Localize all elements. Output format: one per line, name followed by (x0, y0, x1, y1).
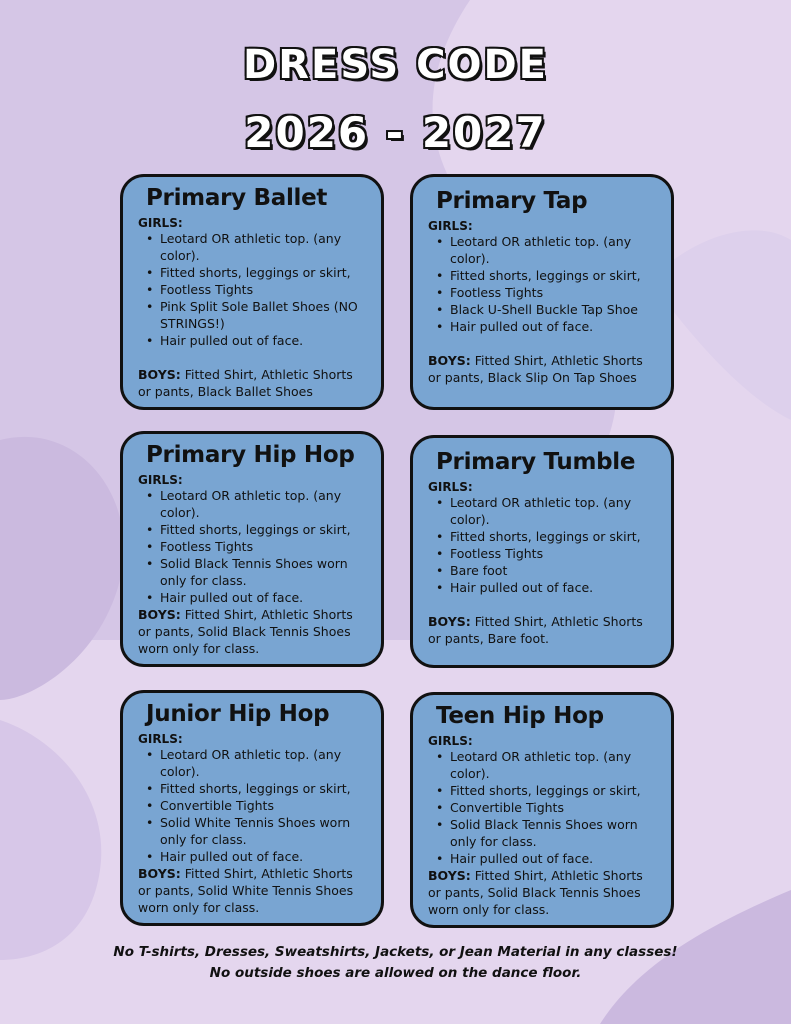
list-item: • Hair pulled out of face. (450, 579, 659, 596)
girls-label: GIRLS: (428, 480, 473, 494)
list-item: • Convertible Tights (160, 797, 369, 814)
boys-description: Fitted Shirt, Athletic Shorts or pants, Solid Black Tennis Shoes worn only for class. (138, 607, 353, 656)
list-item: • Footless Tights (450, 545, 659, 562)
girls-label: GIRLS: (428, 734, 473, 748)
girls-label: GIRLS: (138, 732, 183, 746)
list-item: • Footless Tights (160, 538, 369, 555)
boys-text (428, 613, 659, 647)
list-item: • Solid Black Tennis Shoes worn only for class. (450, 816, 659, 850)
boys-description: Fitted Shirt, Athletic Shorts or pants, Black Slip On Tap Shoes (428, 353, 643, 385)
list-item: • Leotard OR athletic top. (any color). (450, 233, 659, 267)
girls-list (138, 746, 369, 865)
list-item: • Hair pulled out of face. (160, 332, 369, 349)
boys-description: Fitted Shirt, Athletic Shorts or pants, Black Ballet Shoes (138, 367, 353, 399)
list-item: • Leotard OR athletic top. (any color). (450, 748, 659, 782)
girls-label: GIRLS: (428, 219, 473, 233)
list-item: • Hair pulled out of face. (160, 848, 369, 865)
list-item: • Bare foot (450, 562, 659, 579)
list-item: • Leotard OR athletic top. (any color). (160, 487, 369, 521)
card-primary-tumble (410, 435, 674, 668)
page-subtitle-year: 2026 - 2027 (244, 108, 547, 157)
card-title: Teen Hip Hop (436, 703, 604, 729)
card-title: Primary Tumble (436, 449, 636, 475)
card-teen-hip-hop (410, 692, 674, 928)
girls-label: GIRLS: (138, 473, 183, 487)
list-item: • Black U-Shell Buckle Tap Shoe (450, 301, 659, 318)
card-title: Junior Hip Hop (146, 701, 330, 727)
boys-description: Fitted Shirt, Athletic Shorts or pants, Bare foot. (428, 614, 643, 646)
girls-list (428, 748, 659, 867)
list-item: • Fitted shorts, leggings or skirt, (450, 782, 659, 799)
list-item: • Leotard OR athletic top. (any color). (160, 746, 369, 780)
boys-label: BOYS: (138, 607, 181, 622)
list-item: • Convertible Tights (450, 799, 659, 816)
list-item: • Solid Black Tennis Shoes worn only for class. (160, 555, 369, 589)
list-item: • Footless Tights (450, 284, 659, 301)
boys-text (428, 352, 659, 386)
list-item: • Hair pulled out of face. (450, 318, 659, 335)
girls-list (428, 494, 659, 596)
boys-label: BOYS: (138, 367, 181, 382)
card-primary-ballet (120, 174, 384, 410)
boys-description: Fitted Shirt, Athletic Shorts or pants, Solid Black Tennis Shoes worn only for class. (428, 868, 643, 917)
boys-text (138, 865, 369, 916)
list-item: • Fitted shorts, leggings or skirt, (450, 528, 659, 545)
list-item: • Hair pulled out of face. (160, 589, 369, 606)
page-title: DRESS CODE (243, 42, 548, 88)
card-primary-tap (410, 174, 674, 410)
footer-line-1: No T-shirts, Dresses, Sweatshirts, Jackets, or Jean Material in any classes! (113, 944, 678, 960)
card-junior-hip-hop (120, 690, 384, 926)
list-item: • Leotard OR athletic top. (any color). (160, 230, 369, 264)
girls-list (428, 233, 659, 335)
girls-list (138, 230, 369, 349)
girls-label: GIRLS: (138, 216, 183, 230)
card-primary-hip-hop (120, 431, 384, 667)
list-item: • Leotard OR athletic top. (any color). (450, 494, 659, 528)
list-item: • Pink Split Sole Ballet Shoes (NO STRINGS!) (160, 298, 369, 332)
boys-label: BOYS: (428, 353, 471, 368)
card-title: Primary Hip Hop (146, 442, 355, 468)
list-item: • Fitted shorts, leggings or skirt, (160, 264, 369, 281)
card-title: Primary Tap (436, 188, 588, 214)
boys-label: BOYS: (428, 614, 471, 629)
footer-line-2: No outside shoes are allowed on the dance floor. (209, 965, 582, 981)
boys-text (428, 867, 659, 918)
footer-note (0, 942, 791, 984)
list-item: • Fitted shorts, leggings or skirt, (450, 267, 659, 284)
boys-description: Fitted Shirt, Athletic Shorts or pants, Solid White Tennis Shoes worn only for class. (138, 866, 354, 915)
boys-label: BOYS: (428, 868, 471, 883)
boys-text (138, 366, 369, 400)
list-item: • Fitted shorts, leggings or skirt, (160, 780, 369, 797)
boys-label: BOYS: (138, 866, 181, 881)
boys-text (138, 606, 369, 657)
list-item: • Fitted shorts, leggings or skirt, (160, 521, 369, 538)
list-item: • Footless Tights (160, 281, 369, 298)
girls-list (138, 487, 369, 606)
list-item: • Solid White Tennis Shoes worn only for class. (160, 814, 369, 848)
card-title: Primary Ballet (146, 185, 328, 211)
list-item: • Hair pulled out of face. (450, 850, 659, 867)
